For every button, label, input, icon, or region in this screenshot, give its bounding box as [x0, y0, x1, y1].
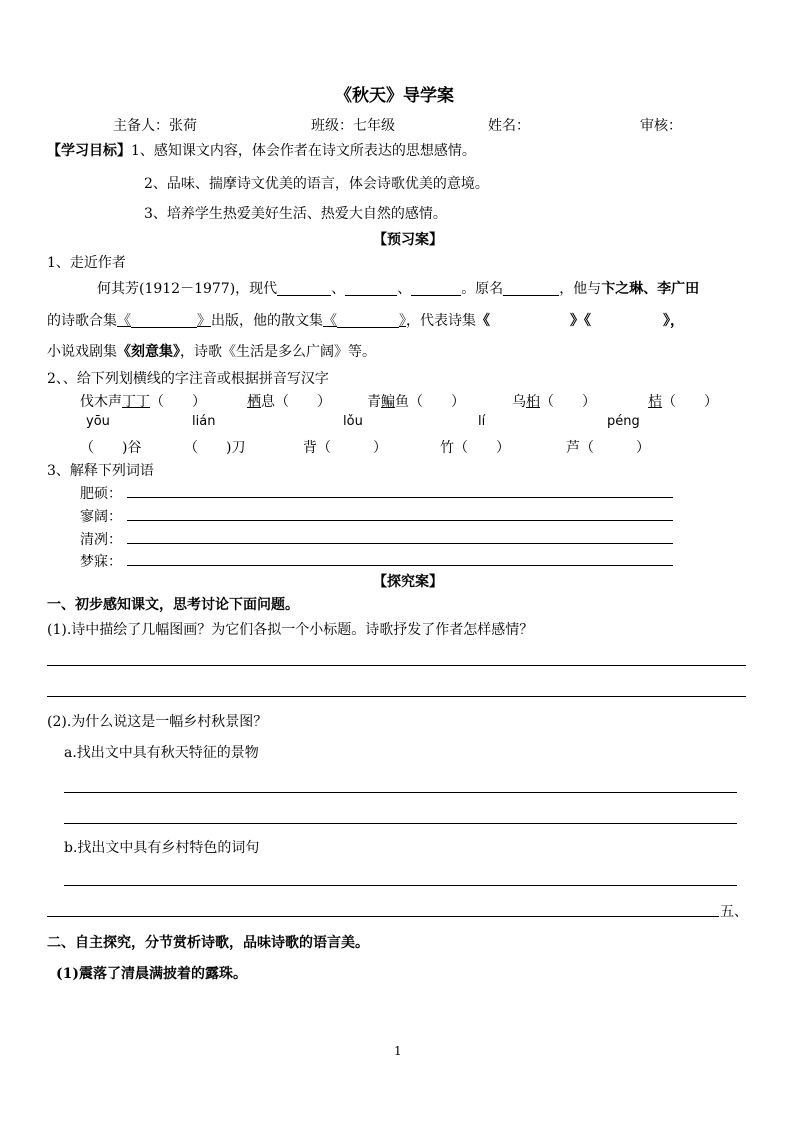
question-2: (2).为什么说这是一幅乡村秋景图？ — [47, 714, 268, 730]
author-line-3: 小说戏剧集《刻意集》，诗歌《生活是多么广阔》等。 — [47, 344, 376, 360]
phonetic-item: 栖息（ ） — [247, 394, 331, 410]
phonetic-item: 青鳊鱼（ ） — [367, 394, 465, 410]
class-field: 班级：七年级 — [311, 118, 395, 134]
part1-title: 一、初步感知课文，思考讨论下面问题。 — [47, 597, 299, 613]
answer-line[interactable] — [127, 565, 673, 566]
pinyin: yōu — [86, 414, 110, 429]
write-item[interactable]: 竹（ ） — [440, 440, 510, 456]
pinyin: lián — [192, 414, 216, 429]
goals-label: 【学习目标】 — [47, 143, 131, 159]
goal-item: 1、感知课文内容，体会作者在诗文所表达的思想感情。 — [131, 143, 476, 159]
write-item[interactable]: 芦（ ） — [566, 440, 650, 456]
question-2a: a.找出文中具有秋天特征的景物 — [64, 745, 259, 761]
write-item[interactable]: 背（ ） — [303, 440, 387, 456]
blank[interactable] — [503, 281, 559, 296]
answer-line[interactable] — [47, 665, 746, 666]
preview-q1-title: 1、走近作者 — [47, 255, 126, 271]
answer-line[interactable] — [127, 497, 673, 498]
goal-item: 2、品味、揣摩诗文优美的语言，体会诗歌优美的意境。 — [144, 176, 489, 192]
preview-section-title: 【预习案】 — [373, 232, 443, 248]
explore-section-title: 【探究案】 — [373, 574, 443, 590]
phonetic-item: 桔（ ） — [648, 394, 718, 410]
goal-item: 3、培养学生热爱美好生活、热爱大自然的感情。 — [144, 206, 447, 222]
answer-line[interactable] — [47, 696, 746, 697]
write-item[interactable]: （ )刀 — [184, 440, 246, 456]
answer-line[interactable] — [47, 916, 719, 917]
page-title: 《秋天》导学案 — [335, 86, 454, 106]
tail-text: 五、 — [720, 904, 748, 920]
page-number: 1 — [394, 1044, 402, 1058]
learning-goals — [47, 140, 476, 160]
pinyin: lí — [478, 414, 486, 429]
pinyin: lǒu — [343, 414, 363, 429]
preview-q3-title: 3、解释下列词语 — [47, 463, 154, 479]
blank[interactable] — [277, 281, 331, 296]
preview-q2-title: 2、、给下列划横线的字注音或根据拼音写汉字 — [47, 371, 329, 387]
answer-line[interactable] — [64, 885, 737, 886]
word-label: 梦寐： — [80, 554, 122, 570]
answer-line[interactable] — [127, 520, 673, 521]
question-1: (1).诗中描绘了几幅图画？为它们各拟一个小标题。诗歌抒发了作者怎样感情？ — [47, 622, 534, 638]
word-label: 寥阔： — [80, 509, 122, 525]
word-label: 肥硕： — [80, 486, 122, 502]
author-line-2: 的诗歌合集《 》出版，他的散文集《 》，代表诗集《 》《 》， — [47, 313, 684, 329]
phonetic-item: 伐木声丁丁（ ） — [80, 394, 206, 410]
blank[interactable] — [411, 281, 461, 296]
blank[interactable] — [337, 313, 399, 328]
phonetic-item: 乌桕（ ） — [512, 394, 596, 410]
word-label: 清冽： — [80, 532, 122, 548]
pinyin: péng — [607, 414, 640, 429]
preparer: 主备人：张荷 — [113, 118, 197, 134]
author-line-1: 何其芳(1912－1977)，现代 、 、 。原名 ，他与卞之琳、李广田 — [97, 281, 700, 297]
write-item[interactable]: （ )谷 — [80, 440, 142, 456]
answer-line[interactable] — [127, 543, 673, 544]
blank[interactable] — [345, 281, 397, 296]
part2-title: 二、自主探究，分节赏析诗歌，品味诗歌的语言美。 — [47, 935, 369, 951]
answer-line[interactable] — [64, 823, 737, 824]
name-field: 姓名： — [488, 118, 530, 134]
blank[interactable] — [131, 313, 197, 328]
answer-line[interactable] — [64, 792, 737, 793]
reviewer-field: 审核： — [640, 118, 682, 134]
question-2b: b.找出文中具有乡村特色的词句 — [64, 840, 260, 856]
part2-question-1: (1)震落了清晨满披着的露珠。 — [56, 966, 247, 982]
